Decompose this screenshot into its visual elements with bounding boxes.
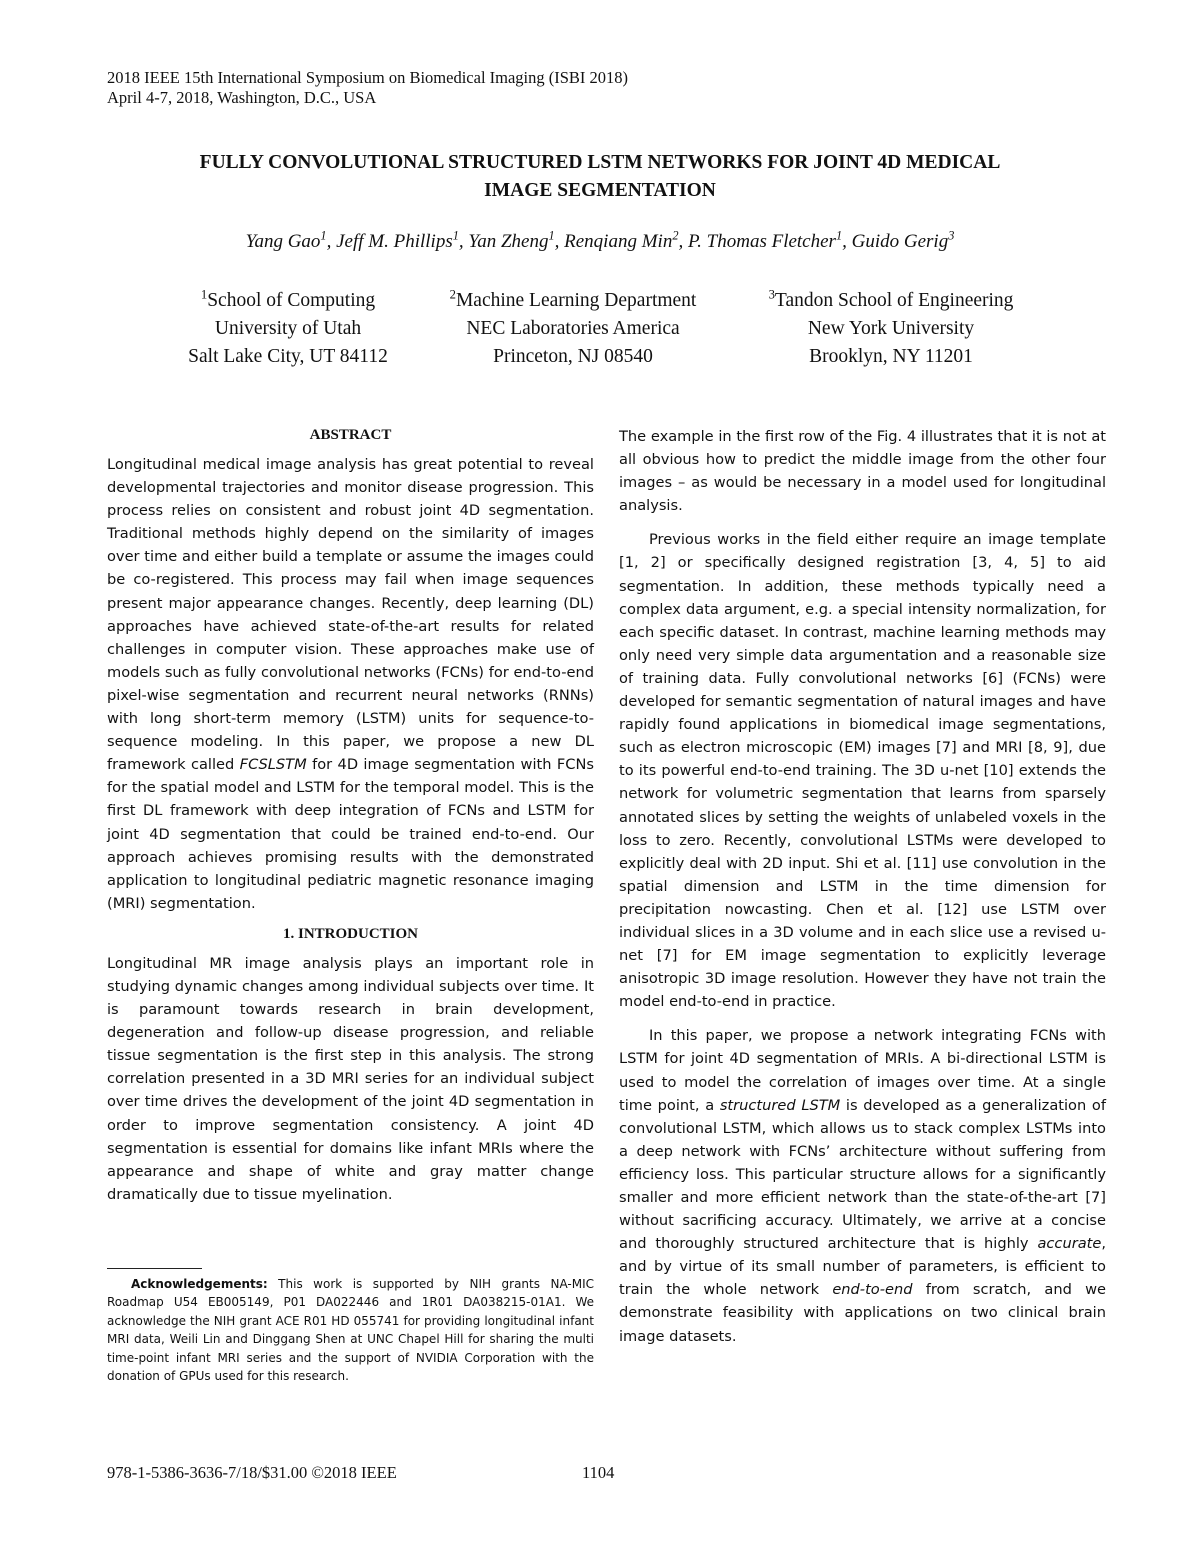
author-affiliation-mark: 1: [452, 228, 459, 243]
author-list: [100, 228, 1100, 253]
author-name: Jeff M. Phillips: [336, 231, 453, 252]
affiliation-organization: New York University: [807, 318, 975, 339]
introduction-paragraph: Longitudinal MR image analysis plays an important role in studying dynamic changes among individual subjects over time. It is paramount towards research in brain development, degeneration and follow-up disease progression, and reliable tissue segmentation is the first step in this analysis. The strong correlation presented in a 3D MRI series for an individual subject over time drives the development of the joint 4D segmentation in order to improve segmentation consistency. A joint 4D segmentation is essential for domains like infant MRIs where the appearance and shape of white and gray matter change dramatically due to tissue myelination.: [107, 954, 594, 1203]
affiliation-2: [418, 287, 728, 371]
emphasis: structured LSTM: [719, 1096, 841, 1114]
footnote-divider: [107, 1268, 202, 1269]
left-column: [107, 425, 594, 1206]
author-affiliation-mark: 2: [672, 228, 679, 243]
author-separator: ,: [326, 231, 337, 252]
affiliation-number: 3: [768, 287, 775, 302]
author-separator: ,: [842, 231, 852, 252]
author-separator: ,: [458, 231, 469, 252]
body-paragraph: [619, 1024, 1106, 1347]
affiliation-city: Princeton, NJ 08540: [493, 346, 653, 367]
conference-name: 2018 IEEE 15th International Symposium on Biomedical Imaging (ISBI 2018): [107, 68, 629, 87]
author-name: Renqiang Min: [564, 231, 673, 252]
body-paragraph: The example in the first row of the Fig. 4 illustrates that it is not at all obvious how to predict the middle image from the other four images – as would be necessary in a model used for longitudinal analysis.: [619, 428, 1106, 515]
author-affiliation-mark: 1: [320, 228, 327, 243]
affiliation-organization: NEC Laboratories America: [466, 318, 680, 339]
page-number: 1104: [582, 1463, 615, 1482]
footnote-label: Acknowledgements:: [131, 1277, 268, 1291]
author-name: Guido Gerig: [851, 231, 949, 252]
paragraph-text: In this paper, we propose a network integrating FCNs with LSTM for joint 4D segmentation of MRIs. A bi-directional LSTM is used to model the correlation of images over time. At a single time point, a: [619, 1027, 1106, 1114]
affiliation-department: Tandon School of Engineering: [774, 290, 1014, 311]
abstract-body: [107, 453, 594, 915]
abstract-heading: ABSTRACT: [309, 427, 392, 443]
copyright-notice: 978-1-5386-3636-7/18/$31.00 ©2018 IEEE: [107, 1463, 397, 1482]
abstract-text: for 4D image segmentation with FCNs for the spatial model and LSTM for the temporal model. This is the first DL framework with deep integration of FCNs and LSTM for joint 4D segmentation that could be trained end-to-end. Our approach achieves promising results with the demonstrated application to longitudinal pediatric magnetic resonance imaging (MRI) segmentation.: [107, 756, 594, 912]
affiliation-organization: University of Utah: [214, 318, 362, 339]
acknowledgements-footnote: [107, 1275, 594, 1385]
paragraph-text: is developed as a generalization of convolutional LSTM, which allows us to stack complex LSTMs into a deep network with FCNs’ architecture without suffering from efficiency loss. This particular structure allows for a significantly smaller and more efficient network than the state-of-the-art [7] without sacrificing accuracy. Ultimately, we arrive at a concise and thoroughly structured architecture that is highly: [619, 1096, 1106, 1253]
affiliation-number: 1: [200, 287, 208, 302]
framework-name: FCSLSTM: [239, 756, 307, 774]
affiliation-department: School of Computing: [207, 290, 376, 311]
affiliation-city: Brooklyn, NY 11201: [809, 346, 973, 367]
title-line-2: IMAGE SEGMENTATION: [484, 180, 716, 201]
conference-date-location: April 4-7, 2018, Washington, D.C., USA: [107, 88, 377, 107]
author-affiliation-mark: 1: [835, 228, 843, 243]
author-affiliation-mark: 1: [548, 228, 555, 243]
author-affiliation-mark: 3: [948, 228, 955, 243]
introduction-heading: 1. INTRODUCTION: [282, 925, 418, 942]
paragraph-text: from scratch, and we demonstrate feasibility with applications on two clinical brain image datasets.: [619, 1281, 1106, 1345]
author-separator: ,: [678, 231, 688, 252]
right-column: [619, 425, 1106, 1348]
body-paragraph: Previous works in the field either require an image template [1, 2] or specifically designed registration [3, 4, 5] to aid segmentation. In addition, these methods typically need a complex data argument, e.g. a special intensity normalization, for each specific dataset. In contrast, machine learning methods may only need very simple data argumentation and a reasonable size of training data. Fully convolutional networks [6] (FCNs) were developed for semantic segmentation of natural images and have rapidly found applications in biomedical image segmentations, such as electron microscopic (EM) images [7] and MRI [8, 9], due to its powerful end-to-end training. The 3D u-net [10] extends the network for volumetric segmentation that learns from sparsely annotated slices by setting the weights of unlabeled voxels in the loss to zero. Recently, convolutional LSTMs were developed to explicitly deal with 2D input. Shi et al. [11] use convolution in the spatial dimension and LSTM in the time dimension for precipitation nowcasting. Chen et al. [12] use LSTM over individual slices in a 3D volume and in each slice use a revised u-net [7] for EM image segmentation to explicitly leverage anisotropic 3D image resolution. However they have not train the model end-to-end in practice.: [619, 531, 1106, 1011]
paper-title: [100, 149, 1100, 205]
conference-header: [107, 68, 628, 108]
affiliation-number: 2: [449, 287, 456, 302]
author-name: Yan Zheng: [468, 231, 549, 252]
author-name: P. Thomas Fletcher: [688, 231, 836, 252]
footnote-text: This work is supported by NIH grants NA-MIC Roadmap U54 EB005149, P01 DA022446 and 1R01 DA038215-01A1. We acknowledge the NIH grant ACE R01 HD 055741 for providing longitudinal infant MRI data, Weili Lin and Dinggang Shen at UNC Chapel Hill for sharing the multi time-point infant MRI series and the support of NVIDIA Corporation with the donation of GPUs used for this research.: [107, 1277, 594, 1384]
emphasis: accurate: [1037, 1235, 1102, 1253]
author-separator: ,: [554, 231, 565, 252]
emphasis: end-to-end: [832, 1281, 913, 1299]
title-line-1: FULLY CONVOLUTIONAL STRUCTURED LSTM NETWORKS FOR JOINT 4D MEDICAL: [199, 152, 1001, 173]
paragraph-text: , and by virtue of its small number of parameters, is efficient to train the whole network: [619, 1235, 1106, 1299]
abstract-text: Longitudinal medical image analysis has great potential to reveal developmental trajectories and monitor disease progression. This process relies on consistent and robust joint 4D segmentation. Traditional methods highly depend on the similarity of images over time and either build a template or assume the images could be co-registered. This process may fail when image sequences present major appearance changes. Recently, deep learning (DL) approaches have achieved state-of-the-art results for related challenges in computer vision. These approaches make use of models such as fully convolutional networks (FCNs) for end-to-end pixel-wise segmentation and recurrent neural networks (RNNs) with long short-term memory (LSTM) units for sequence-to-sequence modeling. In this paper, we propose a new DL framework called: [107, 456, 594, 774]
affiliation-1: [148, 287, 428, 371]
affiliation-city: Salt Lake City, UT 84112: [188, 346, 388, 367]
affiliation-department: Machine Learning Department: [455, 290, 697, 311]
author-name: Yang Gao: [245, 231, 321, 252]
affiliation-3: [736, 287, 1046, 371]
